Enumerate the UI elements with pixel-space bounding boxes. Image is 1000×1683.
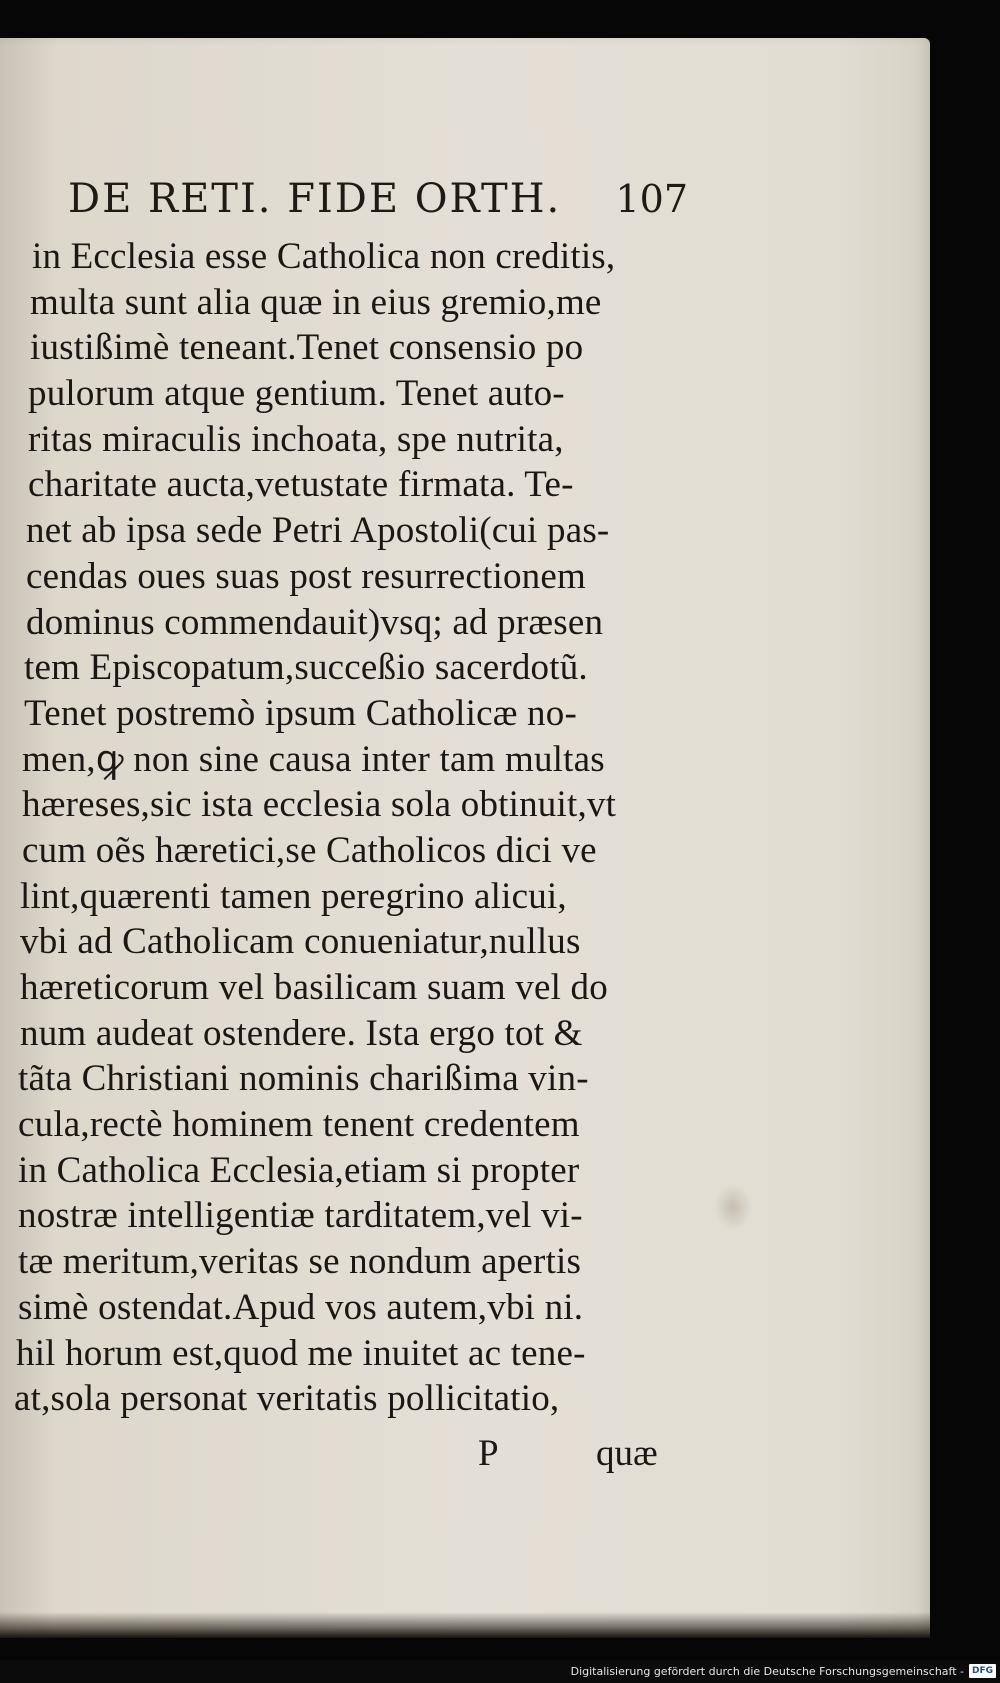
page-number: 107 [615,177,688,221]
signature-mark: P [478,1433,499,1474]
text-line: multa sunt alia quæ in eius gremio,me [30,281,602,323]
text-line: tæ meritum,veritas se nondum apertis [18,1241,582,1283]
text-line: Tenet postremò ipsum Catholicæ no- [24,692,577,734]
running-head: DE RETI. FIDE ORTH. [68,176,562,222]
text-line: ritas miraculis inchoata, spe nutrita, [28,418,564,460]
text-line: lint,quærenti tamen peregrino alicui, [20,875,567,917]
credit-text: Digitalisierung gefördert durch die Deutsche Forschungsgemeinschaft - [570,1664,964,1678]
catchword: quæ [596,1433,658,1474]
text-line: in Ecclesia esse Catholica non creditis, [32,236,616,277]
text-line: simè ostendat.Apud vos autem,vbi ni. [18,1286,584,1328]
text-line: dominus commendauit)vsq; ad præsen [26,601,604,643]
text-line: tãta Christiani nominis charißima vin- [18,1058,589,1100]
page-header [68,174,688,224]
text-line: cula,rectè hominem tenent credentem [18,1104,580,1146]
text-line: tem Episcopatum,succeßio sacerdotũ. [24,647,588,689]
text-line: at,sola personat veritatis pollicitatio, [14,1378,560,1420]
text-line: iustißimè teneant.Tenet consensio po [30,327,584,369]
dfg-logo-icon: DFG [969,1664,996,1678]
text-line: hil horum est,quod me inuitet ac tene- [16,1332,586,1374]
text-line: in Catholica Ecclesia,etiam si propter [18,1149,580,1191]
text-line: charitate aucta,vetustate firmata. Te- [28,464,574,506]
text-line: hæreticorum vel basilicam suam vel do [20,967,608,1008]
paper-stain [714,1184,752,1230]
text-line: men,ꝙ non sine causa inter tam multas [22,738,605,780]
text-line: pulorum atque gentium. Tenet auto- [28,373,565,415]
digitization-credit [571,1661,996,1681]
book-page [0,38,930,1638]
text-line: vbi ad Catholicam conueniatur,nullus [20,921,581,963]
text-line: hæreses,sic ista ecclesia sola obtinuit,vt [22,784,617,826]
text-line: cendas oues suas post resurrectionem [26,555,586,597]
text-line: net ab ipsa sede Petri Apostoli(cui pas- [26,510,610,552]
text-line: num audeat ostendere. Ista ergo tot & [20,1012,583,1054]
body-text [14,234,692,1422]
text-line: cum oẽs hæretici,se Catholicos dici ve [22,829,597,871]
text-line: nostræ intelligentiæ tarditatem,vel vi- [18,1195,583,1237]
page-catchwords [0,1432,700,1472]
